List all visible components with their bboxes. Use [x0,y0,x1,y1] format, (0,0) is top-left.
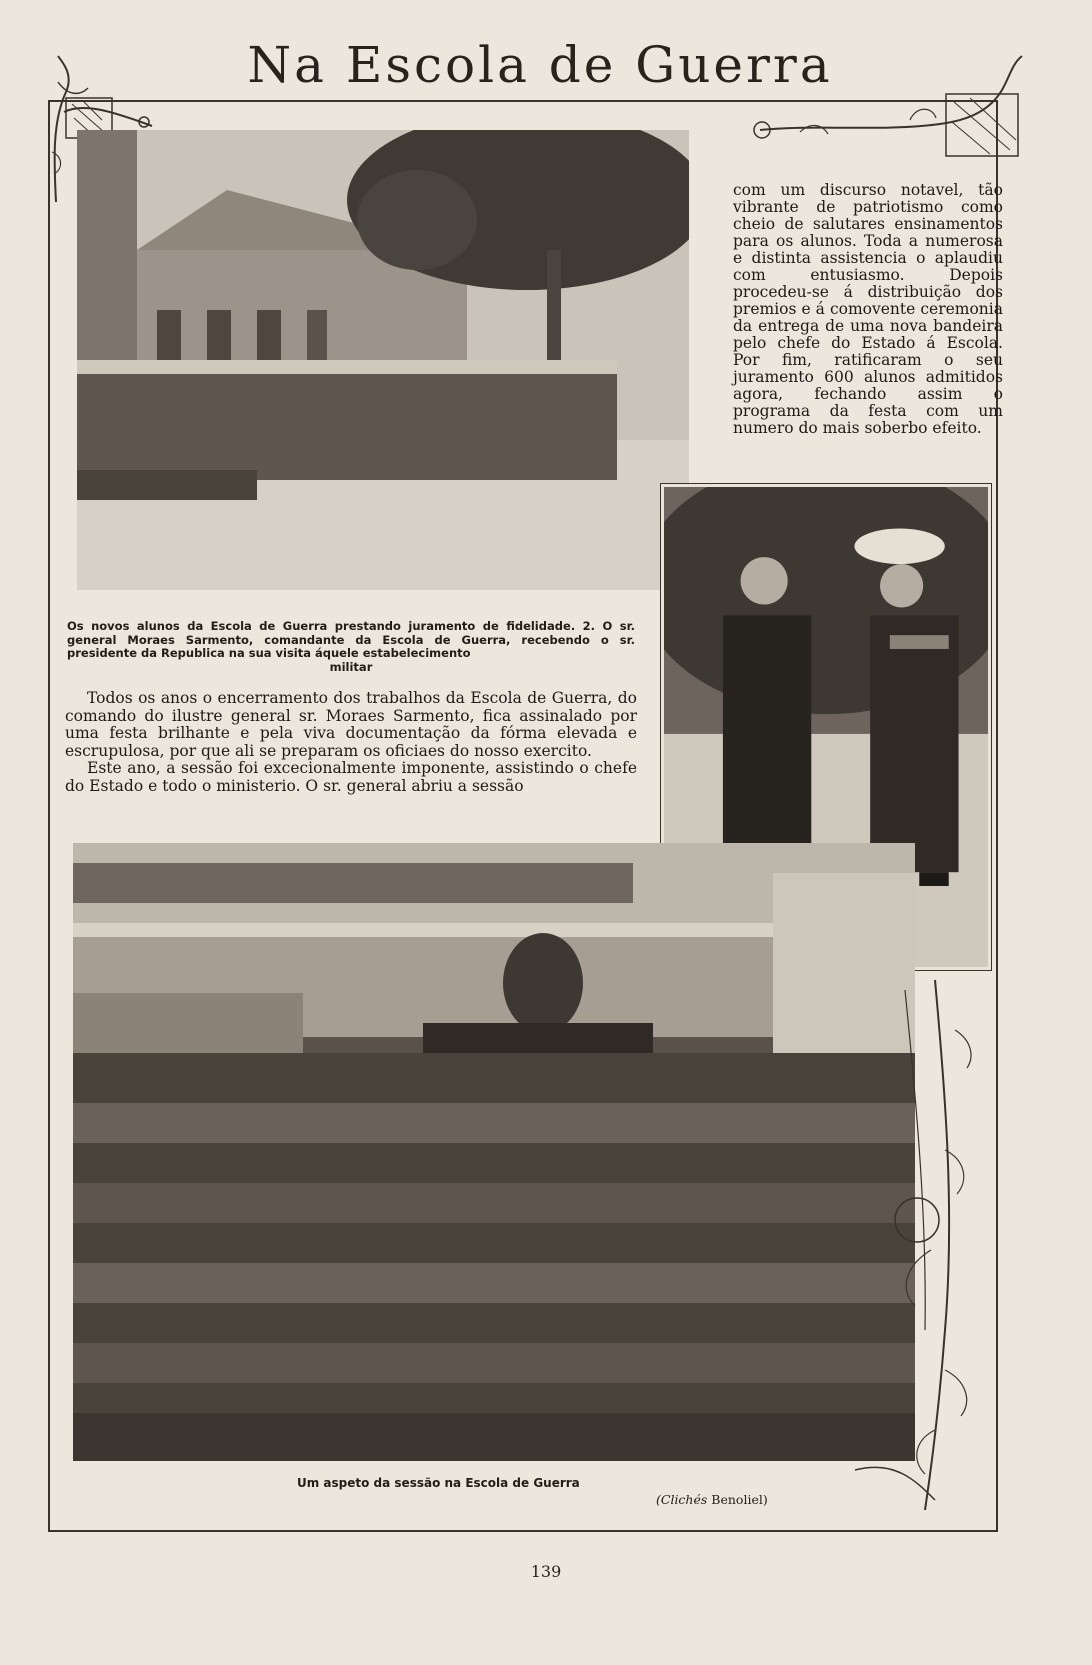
article-body [65,690,637,795]
right-column-text: com um discurso notavel, tão vibrante de patriotismo como cheio de salutares ensinamentos para os alunos. Toda a numerosa e distinta assistencia o aplaudiu com entusiasmo. Depois procedeu-se á distribuição dos premios e á comovente ceremonia da entrega de uma nova bandeira pelo chefe do Estado á Escola. Por fim, ratificaram o seu juramento 600 alunos admitidos agora, fechando assim o programa da festa com um numero do mais soberbo efeito. [733,181,1003,437]
article-paragraph: Este ano, a sessão foi excecionalmente imponente, assistindo o chefe do Estado e todo o ministerio. O sr. general abriu a sessão [65,759,637,795]
caption-top-line2: 2. O sr. general Moraes Sarmento, comandante da Escola de Guerra, recebendo o sr. presidente da Republica na sua visita áquele estabelecimento [67,619,635,660]
caption-top-line1: Os novos alunos da Escola de Guerra prestando juramento de fidelidade. [67,619,576,633]
caption-assembly: Um aspeto da sessão na Escola de Guerra [297,1476,580,1490]
floral-vine-ornament-right [835,970,1005,1530]
credit-prefix: (Clichés [656,1492,708,1507]
credit-name: Benoliel) [711,1492,768,1507]
photo-credit [656,1492,768,1507]
photo-oath-ceremony [77,130,689,590]
caption-top-line3: militar [329,659,373,674]
floral-ornament-top-right [740,50,1030,165]
article-paragraph: Todos os anos o encerramento dos trabalhos da Escola de Guerra, do comando do ilustre general sr. Moraes Sarmento, fica assinalado por uma festa brilhante e pela viva documentação da fórma elevada e escrupulosa, por que ali se preparam os oficiaes do nosso exercito. [65,689,637,760]
caption-top [67,620,635,674]
page-number: 139 [530,1562,562,1581]
page-title: Na Escola de Guerra [247,36,833,94]
photo-assembly-session [73,843,915,1461]
